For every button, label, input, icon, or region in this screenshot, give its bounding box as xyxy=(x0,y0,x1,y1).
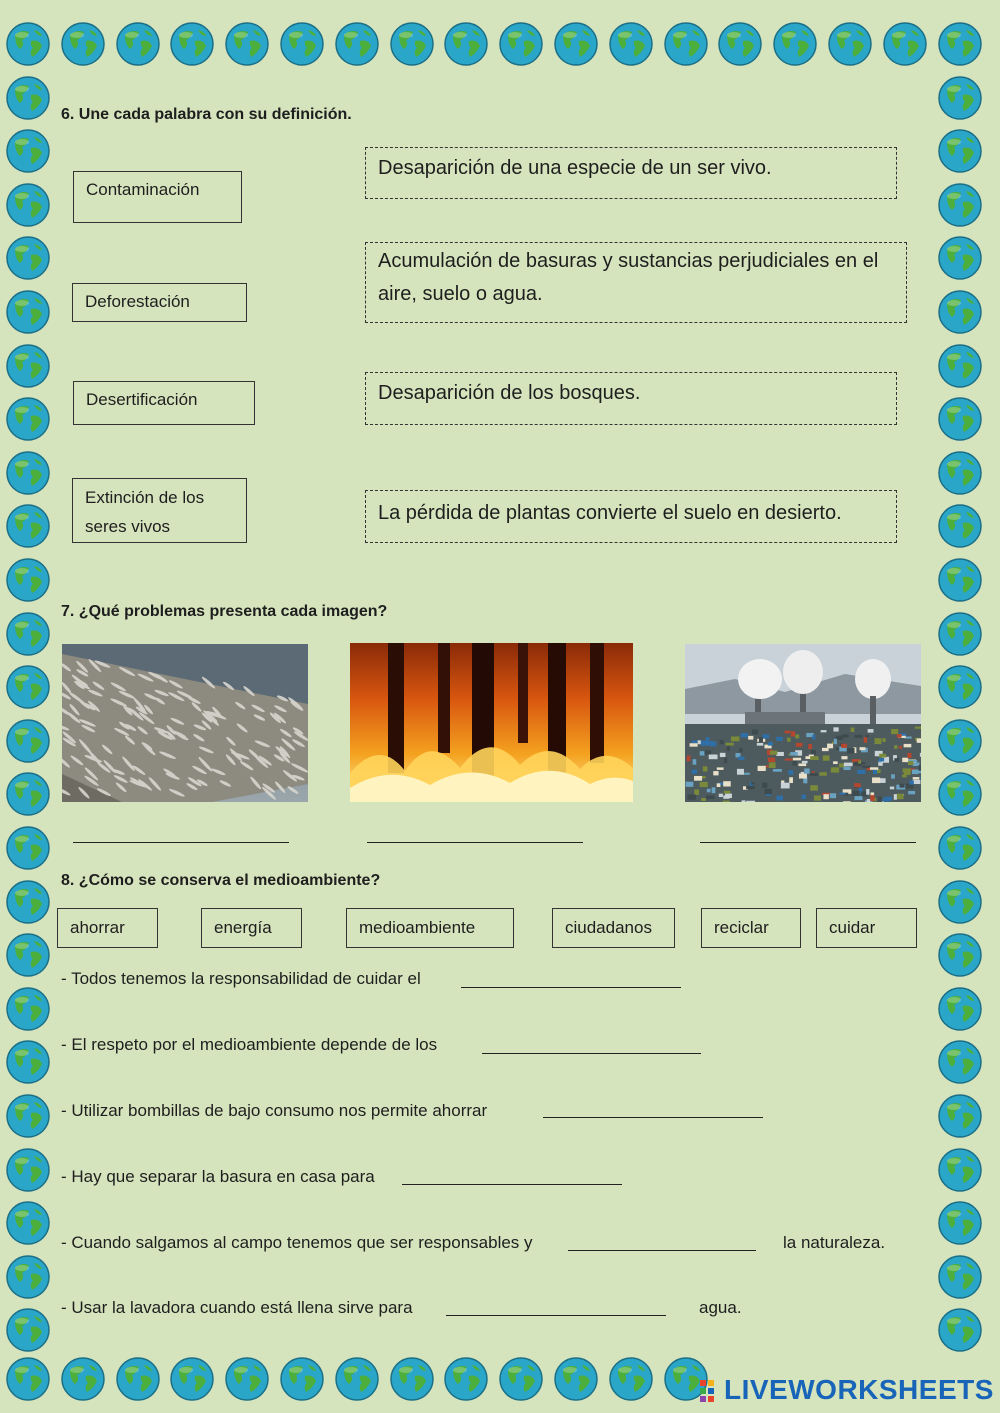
globe-icon xyxy=(553,1356,599,1402)
definition-box-4[interactable]: La pérdida de plantas convierte el suelo en desierto. xyxy=(365,490,897,543)
sentence-2-text: - El respeto por el medioambiente depende de los xyxy=(61,1035,438,1054)
globe-icon xyxy=(937,1147,983,1193)
globe-icon xyxy=(937,1093,983,1139)
globe-icon xyxy=(334,21,380,67)
globe-icon xyxy=(169,21,215,67)
word-bank-energia[interactable]: energía xyxy=(201,908,302,948)
answer-line-image-3[interactable] xyxy=(700,842,916,843)
globe-icon xyxy=(334,1356,380,1402)
globe-icon xyxy=(389,1356,435,1402)
globe-icon xyxy=(937,932,983,978)
section8-title: 8. ¿Cómo se conserva el medioambiente? xyxy=(61,872,381,889)
globe-icon xyxy=(608,1356,654,1402)
globe-icon xyxy=(937,1039,983,1085)
section6-title: 6. Une cada palabra con su definición. xyxy=(61,106,352,123)
globe-icon xyxy=(717,21,763,67)
sentence-4-text: - Hay que separar la basura en casa para xyxy=(61,1167,375,1186)
sentence-2 xyxy=(61,1035,437,1055)
globe-icon xyxy=(5,825,51,871)
definition-box-2[interactable]: Acumulación de basuras y sustancias perjudiciales en el aire, suelo o agua. xyxy=(365,242,907,323)
globe-icon xyxy=(937,611,983,657)
globe-icon xyxy=(937,235,983,281)
globe-icon xyxy=(937,1307,983,1353)
sentence-5-suffix: la naturaleza. xyxy=(783,1233,886,1252)
globe-icon xyxy=(5,503,51,549)
definition-box-1[interactable]: Desaparición de una especie de un ser vivo. xyxy=(365,147,897,199)
globe-icon xyxy=(827,21,873,67)
globe-icon xyxy=(60,21,106,67)
globe-icon xyxy=(772,21,818,67)
sentence-6-text: - Usar la lavadora cuando está llena sirve para xyxy=(61,1298,413,1317)
globe-icon xyxy=(882,21,928,67)
liveworksheets-logo-icon xyxy=(700,1378,722,1406)
sentence-6-suffix: agua. xyxy=(699,1298,742,1317)
globe-icon xyxy=(389,21,435,67)
globe-icon xyxy=(5,396,51,442)
globe-icon xyxy=(5,879,51,925)
globe-icon xyxy=(169,1356,215,1402)
word-bank-cuidar[interactable]: cuidar xyxy=(816,908,917,948)
globe-icon xyxy=(937,450,983,496)
globe-icon xyxy=(5,1039,51,1085)
word-bank-ciudadanos[interactable]: ciudadanos xyxy=(552,908,675,948)
sentence-5-text: - Cuando salgamos al campo tenemos que ser responsables y xyxy=(61,1233,533,1252)
sentence-5 xyxy=(61,1233,533,1253)
sentence-4 xyxy=(61,1167,375,1187)
globe-icon xyxy=(937,718,983,764)
globe-icon xyxy=(553,21,599,67)
globe-icon xyxy=(5,1307,51,1353)
globe-icon xyxy=(115,21,161,67)
globe-icon xyxy=(224,21,270,67)
word-bank-reciclar[interactable]: reciclar xyxy=(701,908,801,948)
globe-icon xyxy=(5,289,51,335)
sentence-6 xyxy=(61,1298,413,1318)
sentence-1-text: - Todos tenemos la responsabilidad de cuidar el xyxy=(61,969,421,988)
globe-icon xyxy=(937,128,983,174)
globe-icon xyxy=(937,879,983,925)
globe-icon xyxy=(937,21,983,67)
globe-icon xyxy=(5,182,51,228)
globe-icon xyxy=(5,21,51,67)
answer-line-image-2[interactable] xyxy=(367,842,583,843)
globe-icon xyxy=(5,1356,51,1402)
globe-icon xyxy=(5,1147,51,1193)
globe-icon xyxy=(937,396,983,442)
word-bank-ahorrar[interactable]: ahorrar xyxy=(57,908,158,948)
globe-icon xyxy=(5,932,51,978)
globe-icon xyxy=(498,21,544,67)
globe-icon xyxy=(5,1093,51,1139)
blank-4[interactable] xyxy=(402,1184,622,1185)
globe-icon xyxy=(937,75,983,121)
globe-icon xyxy=(663,21,709,67)
globe-icon xyxy=(498,1356,544,1402)
word-box-deforestacion[interactable]: Deforestación xyxy=(72,283,247,322)
globe-icon xyxy=(937,771,983,817)
forest-fire-image xyxy=(350,643,633,802)
answer-line-image-1[interactable] xyxy=(73,842,289,843)
blank-5[interactable] xyxy=(568,1250,756,1251)
word-box-contaminacion[interactable]: Contaminación xyxy=(73,171,242,223)
globe-icon xyxy=(5,1200,51,1246)
globe-icon xyxy=(5,128,51,174)
globe-icon xyxy=(5,718,51,764)
globe-icon xyxy=(5,611,51,657)
section7-title: 7. ¿Qué problemas presenta cada imagen? xyxy=(61,603,388,620)
liveworksheets-logo-text: LIVEWORKSHEETS xyxy=(724,1374,994,1405)
sentence-3-text: - Utilizar bombillas de bajo consumo nos permite ahorrar xyxy=(61,1101,488,1120)
globe-icon xyxy=(279,1356,325,1402)
definition-box-3[interactable]: Desaparición de los bosques. xyxy=(365,372,897,425)
globe-icon xyxy=(5,557,51,603)
globe-icon xyxy=(937,1254,983,1300)
dead-fish-image xyxy=(62,644,308,802)
globe-icon xyxy=(5,343,51,389)
globe-icon xyxy=(608,21,654,67)
globe-icon xyxy=(224,1356,270,1402)
blank-3[interactable] xyxy=(543,1117,763,1118)
blank-1[interactable] xyxy=(461,987,681,988)
globe-icon xyxy=(5,235,51,281)
globe-icon xyxy=(937,343,983,389)
globe-icon xyxy=(5,1254,51,1300)
word-box-extincion[interactable]: Extinción de los seres vivos xyxy=(72,478,247,543)
blank-2[interactable] xyxy=(482,1053,701,1054)
globe-icon xyxy=(937,986,983,1032)
globe-icon xyxy=(443,21,489,67)
globe-icon xyxy=(5,986,51,1032)
globe-icon xyxy=(937,825,983,871)
globe-icon xyxy=(937,182,983,228)
globe-icon xyxy=(937,503,983,549)
globe-icon xyxy=(937,557,983,603)
globe-icon xyxy=(937,1200,983,1246)
globe-icon xyxy=(443,1356,489,1402)
globe-icon xyxy=(937,289,983,335)
blank-6[interactable] xyxy=(446,1315,666,1316)
globe-icon xyxy=(5,771,51,817)
globe-icon xyxy=(279,21,325,67)
globe-icon xyxy=(5,450,51,496)
sentence-1 xyxy=(61,969,421,989)
globe-icon xyxy=(115,1356,161,1402)
landfill-factory-image xyxy=(685,644,921,802)
globe-icon xyxy=(60,1356,106,1402)
globe-icon xyxy=(5,664,51,710)
word-box-desertificacion[interactable]: Desertificación xyxy=(73,381,255,425)
globe-icon xyxy=(937,664,983,710)
word-bank-medioambiente[interactable]: medioambiente xyxy=(346,908,514,948)
sentence-3 xyxy=(61,1101,487,1121)
globe-icon xyxy=(5,75,51,121)
